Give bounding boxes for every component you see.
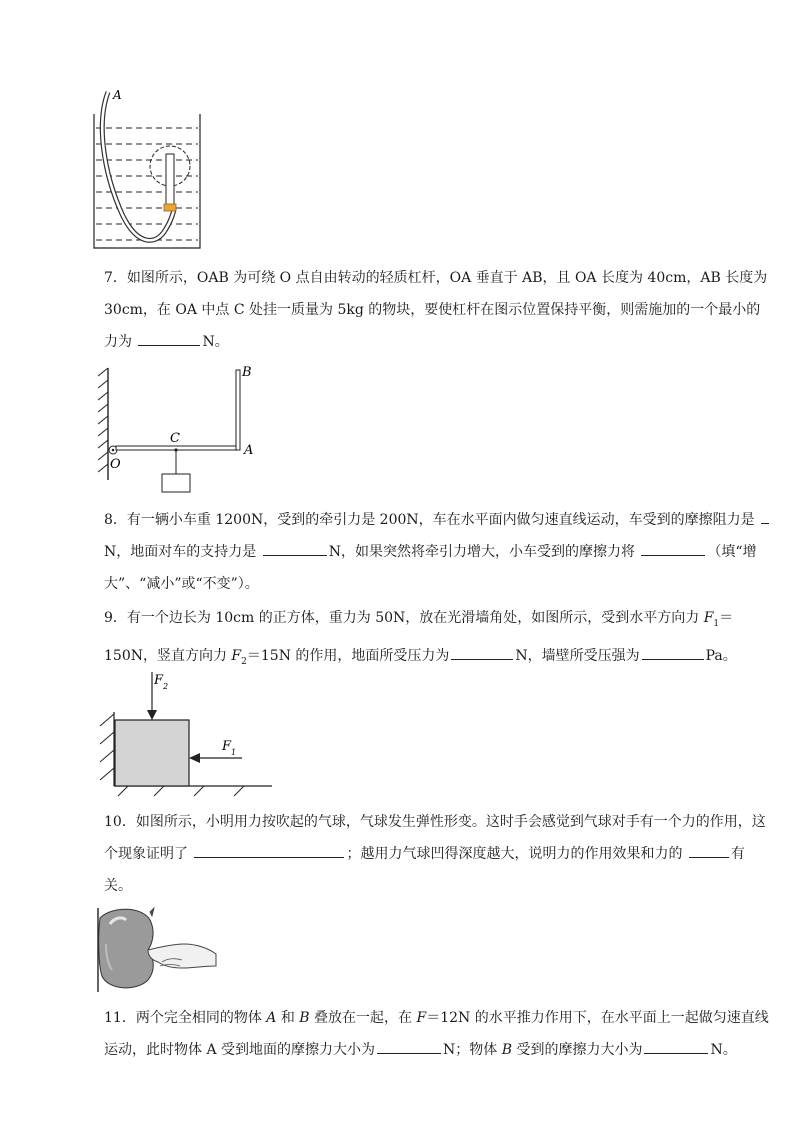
q11-text-1: 11．两个完全相同的物体	[104, 1010, 267, 1026]
cube-label-f2: F	[154, 673, 164, 688]
q11-text-4: ＝12N 的水平推力作用下，在水平面上一起做匀速直线运动，此时物体 A 受到地面的摩擦力大小为	[104, 1010, 769, 1058]
cube-figure	[96, 668, 276, 800]
q11-text-7: N。	[710, 1042, 737, 1058]
q9-blank-wall[interactable]	[642, 643, 704, 660]
q9-text-5: Pa。	[705, 647, 737, 664]
q8-text-1: 8．有一辆小车重 1200N，受到的牵引力是 200N，车在水平面内做匀速直线运动，车受到的摩擦阻力是	[104, 512, 760, 528]
lever-label-a: A	[244, 443, 254, 458]
q9-text-4: N，墙壁所受压强为	[515, 647, 640, 664]
question-8	[104, 504, 772, 600]
q10-text-1: 10．如图所示，小明用力按吹起的气球，气球发生弹性形变。这时手会感觉到气球对手有一个力的作用，这个现象证明了	[104, 814, 766, 862]
q7-text-1: 7．如图所示，OAB 为可绕 O 点自由转动的轻质杠杆，OA 垂直于 AB，且 OA 长度为 40cm，AB 长度为 30cm，在 OA 中点 C 处挂一质量为 5kg 的物块，要使杠杆在图示位置保持平衡，则需施加的一个最小的力为	[104, 270, 768, 350]
question-7	[104, 262, 772, 358]
hanging-block	[162, 474, 190, 492]
q11-text-6: 受到的摩擦力大小为	[512, 1042, 643, 1058]
q8-text-2: N，地面对车的支持力是	[104, 544, 261, 560]
tube-stopper	[164, 204, 176, 211]
cube-label-f1-sub: 1	[231, 748, 237, 757]
q10-text-3: 有关。	[104, 846, 745, 894]
q7-answer-blank[interactable]	[138, 329, 200, 346]
question-11	[104, 1002, 772, 1066]
cube-label-f2-sub: 2	[163, 682, 169, 691]
lever-label-c: C	[170, 431, 180, 446]
q8-blank-change[interactable]	[641, 539, 705, 556]
siphon-tube	[102, 92, 174, 240]
q8-text-3: N，如果突然将牵引力增大，小车受到的摩擦力将	[328, 544, 640, 560]
q11-text-3: 叠放在一起，在	[309, 1010, 417, 1026]
q11-blank-a[interactable]	[377, 1037, 441, 1054]
q9-f1-sub: 1	[713, 618, 720, 629]
q8-blank-friction[interactable]	[761, 507, 769, 524]
test-tube	[166, 154, 174, 206]
question-9	[104, 602, 772, 678]
q10-blank-factor[interactable]	[689, 841, 729, 858]
q9-blank-pressure[interactable]	[451, 643, 513, 660]
q10-text-2: ；越用力气球凹得深度越大，说明力的作用效果和力的	[346, 846, 687, 862]
lever-figure	[96, 362, 268, 498]
q8-text-4: （填“增大”、“减小”或“不变”）。	[104, 544, 757, 592]
q11-text-5: N；物体	[443, 1042, 502, 1058]
q10-blank-phenomenon[interactable]	[194, 841, 344, 858]
cube	[115, 720, 189, 786]
q11-text-2: 和	[276, 1010, 300, 1026]
cube-floor-hatching	[118, 786, 244, 796]
q9-f1: F	[703, 610, 714, 626]
question-10	[104, 806, 772, 902]
q9-text-3: ＝15N 的作用，地面所受压力为	[246, 647, 450, 664]
q9-text-1: 9．有一个边长为 10cm 的正方体，重力为 50N，放在光滑墙角处，如图所示，受到水平方向力	[104, 610, 704, 626]
balloon-figure	[92, 904, 222, 994]
q7-text-2: N。	[202, 334, 229, 350]
cube-label-f1: F	[222, 739, 232, 754]
lever-label-o: O	[110, 457, 121, 472]
hand	[148, 944, 216, 968]
q11-obj-a: A	[266, 1010, 277, 1026]
q8-blank-support[interactable]	[263, 539, 327, 556]
q11-obj-b2: B	[501, 1042, 513, 1058]
q9-f2-sub: 2	[241, 656, 247, 667]
q11-force: F	[416, 1010, 427, 1026]
siphon-label-a: A	[113, 88, 122, 102]
q11-blank-b[interactable]	[644, 1037, 708, 1054]
lever-ab	[236, 370, 240, 450]
siphon-figure	[88, 84, 208, 256]
cube-wall-hatching	[100, 714, 114, 780]
lever-oa	[116, 446, 240, 450]
q9-text-2: ＝150N，竖直方向力	[104, 610, 734, 664]
q11-obj-b: B	[299, 1010, 310, 1026]
lever-label-b: B	[242, 365, 252, 380]
q9-f2: F	[231, 647, 242, 664]
wall-hatching	[98, 368, 108, 472]
